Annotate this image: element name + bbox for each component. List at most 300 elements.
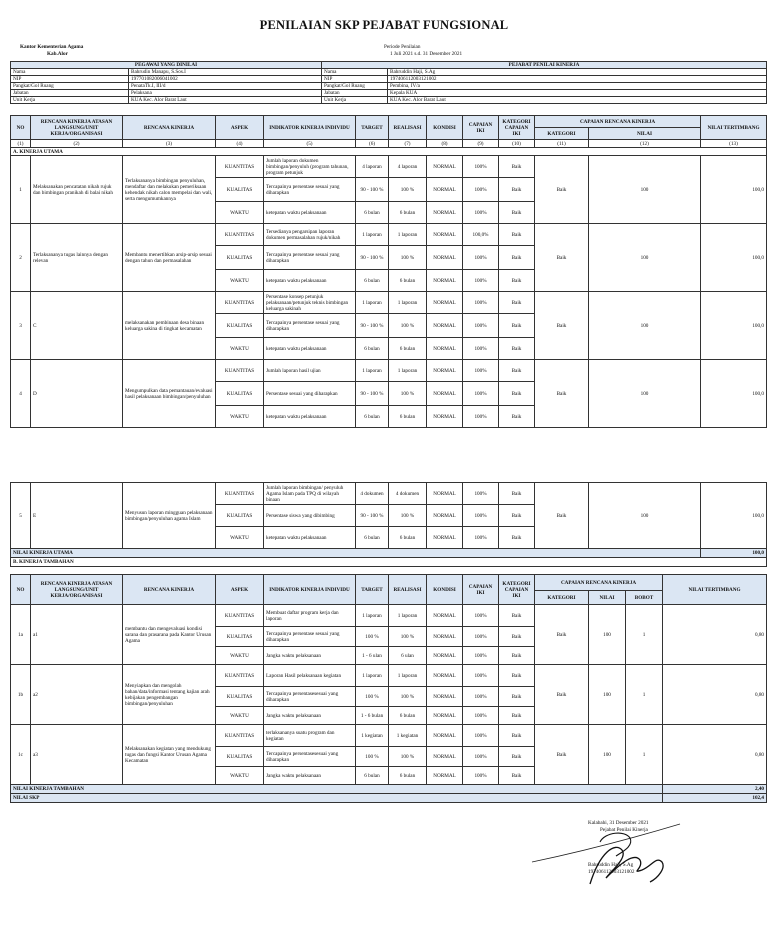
col-b-aspek: ASPEK <box>216 575 264 605</box>
item-kategori-iki: Baik <box>499 665 535 687</box>
item-target: 1 laporan <box>356 605 389 627</box>
item-aspek: WAKTU <box>216 406 264 428</box>
item-capaian: 100% <box>463 687 499 707</box>
info-row <box>11 69 767 76</box>
item-target: 90 - 100 % <box>356 314 389 338</box>
info-value: Pembina, IV/a <box>388 83 767 90</box>
column-number: (13) <box>701 140 767 148</box>
info-label: Nama <box>322 69 388 76</box>
item-atasan: a3 <box>31 725 123 785</box>
item-indikator: Tercapainya persentase sesuai yang diharapkan <box>264 627 356 647</box>
item-realisasi: 6 bulan <box>389 270 427 292</box>
col-b-kondisi: KONDISI <box>427 575 463 605</box>
info-value: Kepala KUA <box>388 90 767 97</box>
item-kategori: Baik <box>535 725 589 785</box>
item-capaian: 100% <box>463 202 499 224</box>
item-nilai: 100 <box>589 224 701 292</box>
item-capaian: 100% <box>463 314 499 338</box>
item-aspek: WAKTU <box>216 767 264 785</box>
office-line-1: Kantor Kementerian Agama <box>20 44 84 50</box>
item-target: 6 bulan <box>356 406 389 428</box>
item-bobot: 1 <box>626 665 663 725</box>
item-capaian: 100% <box>463 178 499 202</box>
item-indikator: ketepatan waktu pelaksanaan <box>264 270 356 292</box>
item-kategori-iki: Baik <box>499 224 535 246</box>
item-aspek: WAKTU <box>216 270 264 292</box>
col-b-rencana: RENCANA KINERJA <box>123 575 216 605</box>
col-b-capaian-iki: CAPAIAN IKI <box>463 575 499 605</box>
item-aspek: KUANTITAS <box>216 725 264 747</box>
item-nilai: 100 <box>589 483 701 549</box>
item-target: 90 - 100 % <box>356 382 389 406</box>
item-target: 1 laporan <box>356 224 389 246</box>
item-indikator: Persentase siswa yang dibimbing <box>264 505 356 527</box>
col-b-rencana-atasan: RENCANA KINERJA ATASAN LANGSUNG/UNIT KERJA/ORGANISASI <box>31 575 123 605</box>
col-b-indikator: INDIKATOR KINERJA INDIVIDU <box>264 575 356 605</box>
item-kategori-iki: Baik <box>499 338 535 360</box>
office-line-2: Kab.Alor <box>47 51 68 57</box>
item-nilai: 100 <box>589 665 626 725</box>
table-row <box>11 360 767 382</box>
item-target: 100 % <box>356 687 389 707</box>
item-aspek: KUALITAS <box>216 747 264 767</box>
col-b-kategori-iki: KATEGORI CAPAIAN IKI <box>499 575 535 605</box>
info-value: 197406112003121002 <box>388 76 767 83</box>
column-number: (8) <box>427 140 463 148</box>
item-number: 1b <box>11 665 31 725</box>
item-nilai-tertimbang: 0,80 <box>663 665 767 725</box>
col-realisasi: REALISASI <box>389 116 427 140</box>
item-kategori: Baik <box>535 483 589 549</box>
item-aspek: WAKTU <box>216 338 264 360</box>
item-kondisi: NORMAL <box>427 314 463 338</box>
col-b-capaian-rencana: CAPAIAN RENCANA KINERJA <box>535 575 663 591</box>
item-rencana: Melaksanakan kegiatan yang mendukung tugas dan fungsi Kantor Urusan Agama Kecamatan <box>123 725 216 785</box>
col-b-nilai-tertimbang: NILAI TERTIMBANG <box>663 575 767 605</box>
item-indikator: terlaksananya suatu program dan kegiatan <box>264 725 356 747</box>
item-kategori-iki: Baik <box>499 505 535 527</box>
column-number: (11) <box>535 140 589 148</box>
item-atasan: C <box>31 292 123 360</box>
item-kategori: Baik <box>535 665 589 725</box>
table-row <box>11 292 767 314</box>
item-kondisi: NORMAL <box>427 527 463 549</box>
item-kondisi: NORMAL <box>427 292 463 314</box>
item-realisasi: 1 laporan <box>389 224 427 246</box>
period-label: Periode Penilaian <box>384 44 421 50</box>
col-b-realisasi: REALISASI <box>389 575 427 605</box>
column-number: (4) <box>216 140 264 148</box>
item-target: 90 - 100 % <box>356 505 389 527</box>
item-kondisi: NORMAL <box>427 707 463 725</box>
item-capaian: 100% <box>463 725 499 747</box>
item-target: 90 - 100 % <box>356 178 389 202</box>
col-b-target: TARGET <box>356 575 389 605</box>
item-aspek: KUANTITAS <box>216 224 264 246</box>
item-kategori-iki: Baik <box>499 605 535 627</box>
item-realisasi: 6 bulan <box>389 527 427 549</box>
item-realisasi: 100 % <box>389 505 427 527</box>
item-kondisi: NORMAL <box>427 202 463 224</box>
item-kondisi: NORMAL <box>427 483 463 505</box>
col-nilai: NILAI <box>589 128 701 140</box>
item-aspek: KUANTITAS <box>216 292 264 314</box>
item-aspek: KUALITAS <box>216 505 264 527</box>
item-atasan: Melaksanakan pencatatan nikah rujuk dan bimbingan pranikah di balai nikah <box>31 156 123 224</box>
item-indikator: Tercapainya persentase sesuai yang diharapkan <box>264 314 356 338</box>
item-aspek: KUANTITAS <box>216 665 264 687</box>
item-aspek: KUANTITAS <box>216 360 264 382</box>
item-realisasi: 4 dokumen <box>389 483 427 505</box>
column-number: (5) <box>264 140 356 148</box>
item-number: 4 <box>11 360 31 428</box>
additional-performance-table <box>10 574 767 803</box>
item-realisasi: 100 % <box>389 246 427 270</box>
period-value: 1 Juli 2021 s.d. 31 Desember 2021 <box>390 51 463 57</box>
item-target: 4 laporan <box>356 156 389 178</box>
item-kategori-iki: Baik <box>499 647 535 665</box>
item-aspek: KUALITAS <box>216 178 264 202</box>
item-kategori-iki: Baik <box>499 178 535 202</box>
item-target: 6 bulan <box>356 527 389 549</box>
item-target: 100 % <box>356 747 389 767</box>
item-kondisi: NORMAL <box>427 665 463 687</box>
column-number: (9) <box>463 140 499 148</box>
item-indikator: ketepatan waktu pelaksanaan <box>264 338 356 360</box>
item-indikator: Persentase sesuai yang diharapkan <box>264 382 356 406</box>
item-aspek: WAKTU <box>216 647 264 665</box>
item-realisasi: 1 kegiatan <box>389 725 427 747</box>
item-kategori-iki: Baik <box>499 156 535 178</box>
skp-total-label: NILAI SKP <box>11 794 663 803</box>
info-label: Unit Kerja <box>11 97 129 104</box>
item-indikator: Laporan Hasil pelaksanaan kegiatan <box>264 665 356 687</box>
item-realisasi: 6 bulan <box>389 338 427 360</box>
table-row <box>11 224 767 246</box>
item-aspek: WAKTU <box>216 707 264 725</box>
item-atasan: a1 <box>31 605 123 665</box>
item-capaian: 100% <box>463 382 499 406</box>
item-kategori-iki: Baik <box>499 527 535 549</box>
column-number: (3) <box>123 140 216 148</box>
main-performance-table-cont <box>10 482 767 567</box>
item-indikator: ketepatan waktu pelaksanaan <box>264 527 356 549</box>
item-aspek: WAKTU <box>216 527 264 549</box>
item-aspek: KUALITAS <box>216 627 264 647</box>
item-indikator: ketepatan waktu pelaksanaan <box>264 202 356 224</box>
item-realisasi: 6 bulan <box>389 406 427 428</box>
item-kategori-iki: Baik <box>499 314 535 338</box>
item-indikator: Membuat daftar program kerja dan laporan <box>264 605 356 627</box>
info-label: NIP <box>322 76 388 83</box>
column-number: (10) <box>499 140 535 148</box>
item-kategori-iki: Baik <box>499 382 535 406</box>
item-capaian: 100% <box>463 292 499 314</box>
item-kategori: Baik <box>535 224 589 292</box>
column-number: (12) <box>589 140 701 148</box>
col-rencana-atasan: RENCANA KINERJA ATASAN LANGSUNG/UNIT KERJA/ORGANISASI <box>31 116 123 140</box>
item-kategori: Baik <box>535 605 589 665</box>
table-row <box>11 156 767 178</box>
item-target: 1 - 6 bulan <box>356 707 389 725</box>
item-capaian: 100% <box>463 505 499 527</box>
item-realisasi: 100 % <box>389 314 427 338</box>
item-realisasi: 100 % <box>389 382 427 406</box>
item-target: 1 laporan <box>356 665 389 687</box>
col-kategori-iki: KATEGORI CAPAIAN IKI <box>499 116 535 140</box>
item-capaian: 100% <box>463 707 499 725</box>
item-kategori-iki: Baik <box>499 483 535 505</box>
section-b-label: B. KINERJA TAMBAHAN <box>11 558 767 567</box>
item-kondisi: NORMAL <box>427 246 463 270</box>
item-nilai-tertimbang: 0,80 <box>663 725 767 785</box>
table-row <box>11 605 767 627</box>
item-capaian: 100% <box>463 156 499 178</box>
info-label: NIP <box>11 76 129 83</box>
item-kategori: Baik <box>535 156 589 224</box>
item-kondisi: NORMAL <box>427 156 463 178</box>
item-realisasi: 1 laporan <box>389 605 427 627</box>
item-rencana: membantu dan mengevaluasi kondisi sarana dan prasarana pada Kantor Urusan Agama <box>123 605 216 665</box>
item-kategori-iki: Baik <box>499 202 535 224</box>
item-kondisi: NORMAL <box>427 725 463 747</box>
item-rencana: Membantu menertibkan arsip-arsip sesuai dengan tahun dan permasalahan <box>123 224 216 292</box>
col-aspek: ASPEK <box>216 116 264 140</box>
info-value: Bahrudin Manapu, S.Sos.I <box>129 69 322 76</box>
signature-block <box>588 820 649 876</box>
item-rencana: Menyusun laporan mingguan pelaksanaan bimbingan/penyuluhan agama Islam <box>123 483 216 549</box>
item-rencana: Terlaksananya bimbingan penyuluhan, mendaftar dan melakukan pemeriksaan kehendak nikah calon mempelai dan wali, serta mengumumkannya <box>123 156 216 224</box>
item-realisasi: 6 bulan <box>389 767 427 785</box>
col-b-nilai: NILAI <box>589 591 626 605</box>
item-aspek: KUALITAS <box>216 314 264 338</box>
item-capaian: 100% <box>463 406 499 428</box>
item-indikator: Persentase konsep petunjuk pelaksanaan/petunjuk teknis bimbingan keluarga sakinah <box>264 292 356 314</box>
col-b-kategori: KATEGORI <box>535 591 589 605</box>
item-aspek: KUANTITAS <box>216 605 264 627</box>
col-b-no: NO <box>11 575 31 605</box>
item-realisasi: 100 % <box>389 178 427 202</box>
item-kategori: Baik <box>535 292 589 360</box>
item-number: 2 <box>11 224 31 292</box>
item-nilai: 100 <box>589 725 626 785</box>
col-capaian-iki: CAPAIAN IKI <box>463 116 499 140</box>
item-realisasi: 1 laporan <box>389 665 427 687</box>
item-nilai: 100 <box>589 292 701 360</box>
item-target: 90 - 100 % <box>356 246 389 270</box>
item-kategori-iki: Baik <box>499 627 535 647</box>
col-kategori: KATEGORI <box>535 128 589 140</box>
item-realisasi: 1 laporan <box>389 360 427 382</box>
main-performance-table <box>10 115 767 428</box>
item-capaian: 100,0% <box>463 224 499 246</box>
main-total-value: 100,0 <box>701 549 767 558</box>
item-capaian: 100% <box>463 665 499 687</box>
item-indikator: Tercapainya persentase sesuai yang diharapkan <box>264 178 356 202</box>
item-bobot: 1 <box>626 725 663 785</box>
item-rencana: Mengumpulkan data pemantauan/evaluasi hasil pelaksanaan bimbingan/penyuluhan <box>123 360 216 428</box>
info-value: KUA Kec. Alor Barat Laut <box>388 97 767 104</box>
info-label: Jabatan <box>11 90 129 97</box>
section-a-label: A. KINERJA UTAMA <box>11 148 767 156</box>
table-row <box>11 665 767 687</box>
signature-place-date: Kalabahi, 31 Desember 2021 <box>588 820 649 826</box>
info-value: KUA Kec. Alor Barat Laut <box>129 97 322 104</box>
item-number: 1a <box>11 605 31 665</box>
office-header <box>20 44 83 58</box>
item-capaian: 100% <box>463 246 499 270</box>
item-kategori: Baik <box>535 360 589 428</box>
item-kondisi: NORMAL <box>427 224 463 246</box>
skp-total-value: 102,4 <box>663 794 767 803</box>
item-aspek: KUALITAS <box>216 246 264 270</box>
item-target: 1 laporan <box>356 360 389 382</box>
item-target: 6 bulan <box>356 270 389 292</box>
col-capaian-rencana: CAPAIAN RENCANA KINERJA <box>535 116 701 128</box>
item-kondisi: NORMAL <box>427 338 463 360</box>
item-indikator: Jangka waktu pelaksanaan <box>264 647 356 665</box>
column-number: (2) <box>31 140 123 148</box>
signature-role: Pejabat Penilai Kinerja <box>600 827 648 833</box>
item-number: 1 <box>11 156 31 224</box>
item-kondisi: NORMAL <box>427 767 463 785</box>
item-atasan: E <box>31 483 123 549</box>
info-label: Pangkat/Gol Ruang <box>322 83 388 90</box>
item-kondisi: NORMAL <box>427 627 463 647</box>
item-kategori-iki: Baik <box>499 707 535 725</box>
signature-nip: 197406112003121002 <box>588 869 635 875</box>
item-target: 6 bulan <box>356 202 389 224</box>
item-indikator: Jangka waktu pelaksanaan <box>264 767 356 785</box>
evaluator-header: PEJABAT PENILAI KINERJA <box>322 62 767 69</box>
item-aspek: KUALITAS <box>216 382 264 406</box>
item-kondisi: NORMAL <box>427 687 463 707</box>
item-kondisi: NORMAL <box>427 647 463 665</box>
item-target: 1 kegiatan <box>356 725 389 747</box>
info-value: PenataTk.I, III/d <box>129 83 322 90</box>
item-kondisi: NORMAL <box>427 605 463 627</box>
item-nilai: 100 <box>589 605 626 665</box>
item-aspek: KUANTITAS <box>216 483 264 505</box>
col-target: TARGET <box>356 116 389 140</box>
employee-info-table <box>10 61 767 104</box>
item-indikator: Jumlah laporan bimbingan/ penyuluh Agama Islam pada TPQ di wilayah binaan <box>264 483 356 505</box>
item-capaian: 100% <box>463 270 499 292</box>
item-atasan: a2 <box>31 665 123 725</box>
item-target: 1 laporan <box>356 292 389 314</box>
item-indikator: Tersedianya pengarsipan laporan dokumen permasalahan rujuk/nikah <box>264 224 356 246</box>
item-nilai-tertimbang: 100,0 <box>701 224 767 292</box>
item-nilai: 100 <box>589 360 701 428</box>
item-kategori-iki: Baik <box>499 767 535 785</box>
item-nilai-tertimbang: 100,0 <box>701 292 767 360</box>
item-rencana: Menyiapkan dan mengolah bahan/data/informasi tentang kajian arah kebijakan pengembangan bimbingan/penyuluhan <box>123 665 216 725</box>
item-target: 6 bulan <box>356 338 389 360</box>
item-realisasi: 100 % <box>389 627 427 647</box>
item-realisasi: 6 bulan <box>389 202 427 224</box>
item-kondisi: NORMAL <box>427 360 463 382</box>
item-kategori-iki: Baik <box>499 687 535 707</box>
info-label: Pangkat/Gol Ruang <box>11 83 129 90</box>
item-kategori-iki: Baik <box>499 725 535 747</box>
item-nilai-tertimbang: 100,0 <box>701 360 767 428</box>
item-aspek: KUALITAS <box>216 687 264 707</box>
item-indikator: Tercapainya persentase sesuai yang diharapkan <box>264 246 356 270</box>
item-kategori-iki: Baik <box>499 747 535 767</box>
item-atasan: D <box>31 360 123 428</box>
info-row <box>11 76 767 83</box>
item-realisasi: 6 ulan <box>389 647 427 665</box>
item-capaian: 100% <box>463 767 499 785</box>
col-b-bobot: BOBOT <box>626 591 663 605</box>
item-target: 4 dokumen <box>356 483 389 505</box>
item-realisasi: 4 laporan <box>389 156 427 178</box>
item-indikator: Tercapainya persentasesesuai yang diharapkan <box>264 687 356 707</box>
item-target: 6 bulan <box>356 767 389 785</box>
period-header <box>384 44 462 58</box>
item-kondisi: NORMAL <box>427 382 463 406</box>
column-number: (1) <box>11 140 31 148</box>
item-number: 5 <box>11 483 31 549</box>
item-realisasi: 6 bulan <box>389 707 427 725</box>
item-capaian: 100% <box>463 360 499 382</box>
info-label: Jabatan <box>322 90 388 97</box>
item-kondisi: NORMAL <box>427 406 463 428</box>
item-number: 3 <box>11 292 31 360</box>
item-nilai: 100 <box>589 156 701 224</box>
page-title: PENILAIAN SKP PEJABAT FUNGSIONAL <box>259 18 509 32</box>
item-nilai-tertimbang: 100,0 <box>701 483 767 549</box>
item-kategori-iki: Baik <box>499 270 535 292</box>
col-kondisi: KONDISI <box>427 116 463 140</box>
item-kategori-iki: Baik <box>499 360 535 382</box>
column-number: (6) <box>356 140 389 148</box>
info-value: 197701082006041002 <box>129 76 322 83</box>
item-capaian: 100% <box>463 605 499 627</box>
table-row <box>11 483 767 505</box>
item-atasan: Terlaksananya tugas lainnya dengan relevan <box>31 224 123 292</box>
item-kategori-iki: Baik <box>499 292 535 314</box>
item-capaian: 100% <box>463 338 499 360</box>
item-number: 1c <box>11 725 31 785</box>
item-realisasi: 100 % <box>389 747 427 767</box>
info-label: Unit Kerja <box>322 97 388 104</box>
signature-name: Bahruddin Haji, S.Ag <box>588 862 634 868</box>
evaluated-employee-header: PEGAWAI YANG DINILAI <box>11 62 322 69</box>
additional-total-label: NILAI KINERJA TAMBAHAN <box>11 785 663 794</box>
item-indikator: Jumlah laporan hasil ujian <box>264 360 356 382</box>
item-bobot: 1 <box>626 605 663 665</box>
item-indikator: Tercapainya persentasesesuai yang diharapkan <box>264 747 356 767</box>
item-kondisi: NORMAL <box>427 505 463 527</box>
item-kondisi: NORMAL <box>427 178 463 202</box>
col-nilai-tertimbang: NILAI TERTIMBANG <box>701 116 767 140</box>
item-capaian: 100% <box>463 647 499 665</box>
info-row <box>11 83 767 90</box>
info-row <box>11 90 767 97</box>
item-nilai-tertimbang: 0,80 <box>663 605 767 665</box>
col-no: NO <box>11 116 31 140</box>
column-number: (7) <box>389 140 427 148</box>
item-nilai-tertimbang: 100,0 <box>701 156 767 224</box>
item-capaian: 100% <box>463 627 499 647</box>
info-row <box>11 97 767 104</box>
item-capaian: 100% <box>463 483 499 505</box>
item-target: 100 % <box>356 627 389 647</box>
item-aspek: WAKTU <box>216 202 264 224</box>
item-kategori-iki: Baik <box>499 246 535 270</box>
col-rencana: RENCANA KINERJA <box>123 116 216 140</box>
